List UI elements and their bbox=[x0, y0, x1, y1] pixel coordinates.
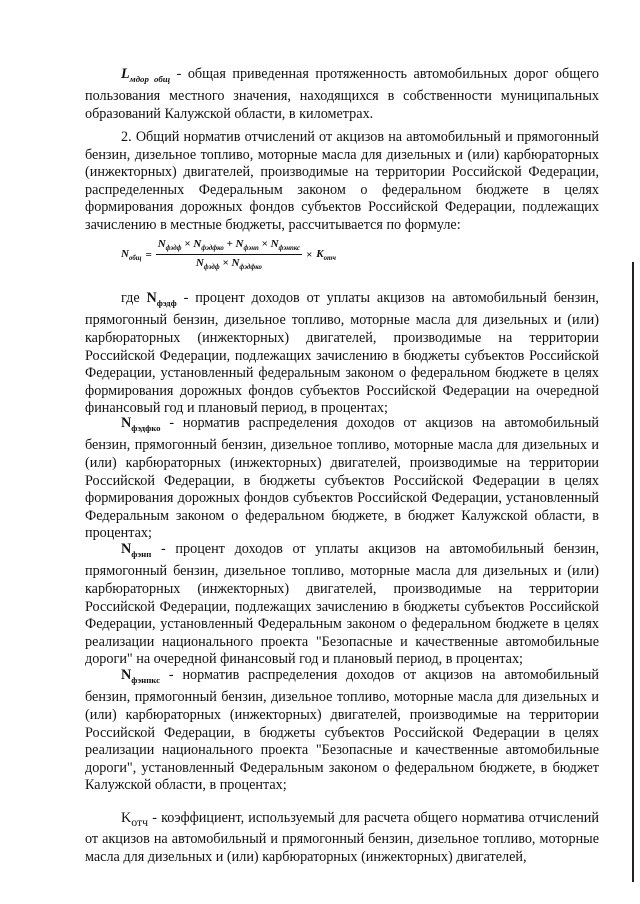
formula bbox=[121, 238, 336, 271]
formula-multiplier: × bbox=[306, 248, 313, 261]
symbol: $K_{отч}$ bbox=[121, 810, 149, 829]
paragraph-n-fenpks bbox=[85, 667, 599, 795]
formula-equals: = bbox=[145, 248, 152, 261]
paragraph-l-mdor bbox=[85, 66, 599, 124]
paragraph-text: - процент доходов от уплаты акцизов на автомобильный бензин, прямогонный бензин, дизельное топливо, моторные масла для дизельных и (или) карбюраторных (инжекторных) двигателей, производимые на территории Российской Федерации, подлежащих зачислению в бюджеты субъектов Российской Федерации, установленный федеральным законом о федеральном бюджете в целях формирования дорожных фондов субъектов Российской Федерации на очередной финансовый год и плановый период, в процентах; bbox=[85, 290, 599, 417]
symbol: $N_{фэдф}$ bbox=[146, 290, 177, 308]
paragraph-n-fedf bbox=[85, 290, 599, 418]
paragraph-n-fedfko bbox=[85, 415, 599, 543]
paragraph-n-fenp bbox=[85, 541, 599, 669]
formula-fraction bbox=[156, 238, 302, 271]
formula-denominator: $N_{фэдф} \times N_{фэдфко}$ bbox=[195, 257, 262, 272]
paragraph-text: - общая приведенная протяженность автомобильных дорог общего пользования местного значения, находящихся в собственности муниципальных образований Калужской области, в километрах. bbox=[85, 66, 599, 123]
paragraph-text: - процент доходов от уплаты акцизов на автомобильный бензин, прямогонный бензин, дизельное топливо, моторные масла для дизельных и (или) карбюраторных (инжекторных) двигателей, производимые на территории Российской Федерации, подлежащих зачислению в бюджеты субъектов Российской Федерации, установленный Федеральным законом о федеральном бюджете в целях реализации национального проекта "Безопасные и качественные автомобильные дороги" на очередной финансовый год и плановый период, в процентах; bbox=[85, 541, 599, 668]
paragraph-text: - норматив распределения доходов от акцизов на автомобильный бензин, прямогонный бензин, дизельное топливо, моторные масла для дизельных и (или) карбюраторных (инжекторных) двигателей, производимые на территории Российской Федерации, в бюджеты субъектов Российской Федерации в целях реализации национального проекта "Безопасные и качественные автомобильные дороги", установленный Федеральным законом о федеральном бюджете, в бюджет Калужской области, в процентах; bbox=[85, 667, 599, 794]
symbol: $L_{мдор общ}$ bbox=[121, 66, 171, 84]
where-word: где bbox=[121, 290, 147, 306]
formula-k-otch: $K_{отч}$ bbox=[316, 247, 336, 262]
symbol: $N_{фэнпкс}$ bbox=[121, 667, 161, 685]
symbol: $N_{фэнп}$ bbox=[121, 541, 152, 559]
paragraph-section-2 bbox=[85, 129, 599, 235]
paragraph-text: 2. Общий норматив отчислений от акцизов на автомобильный и прямогонный бензин, дизельное топливо, моторные масла для дизельных и (или) карбюраторных (инжекторных) двигателей, производимые на территории Российской Федерации, распределенных Федеральным законом о федеральном бюджете в целях формирования дорожных фондов субъектов Российской Федерации, подлежащих зачислению в местные бюджеты, рассчитывается по формуле: bbox=[85, 129, 599, 233]
formula-numerator: $N_{фэдф} \times N_{фэдфко} + N_{фэнп} \times N_{фэнпкс}$ bbox=[156, 238, 302, 255]
paragraph-text: - коэффициент, используемый для расчета общего норматива отчислений от акцизов на автомобильный и прямогонный бензин, дизельное топливо, моторные масла для дизельных и (или) карбюраторных (инжекторных) двигателей, bbox=[85, 810, 599, 866]
formula-lhs: $N_{общ}$ bbox=[121, 247, 142, 262]
scan-edge-line bbox=[632, 262, 634, 882]
paragraph-k-otch bbox=[85, 810, 599, 867]
symbol: $N_{фэдфко}$ bbox=[121, 415, 161, 433]
paragraph-text: - норматив распределения доходов от акцизов на автомобильный бензин, прямогонный бензин, дизельное топливо, моторные масла для дизельных и (или) карбюраторных (инжекторных) двигателей, производимые на территории Российской Федерации, в бюджеты субъектов Российской Федерации в целях формирования дорожных фондов субъектов Российской Федерации, установленный Федеральным законом о федеральном бюджете, в бюджет Калужской области, в процентах; bbox=[85, 415, 599, 542]
